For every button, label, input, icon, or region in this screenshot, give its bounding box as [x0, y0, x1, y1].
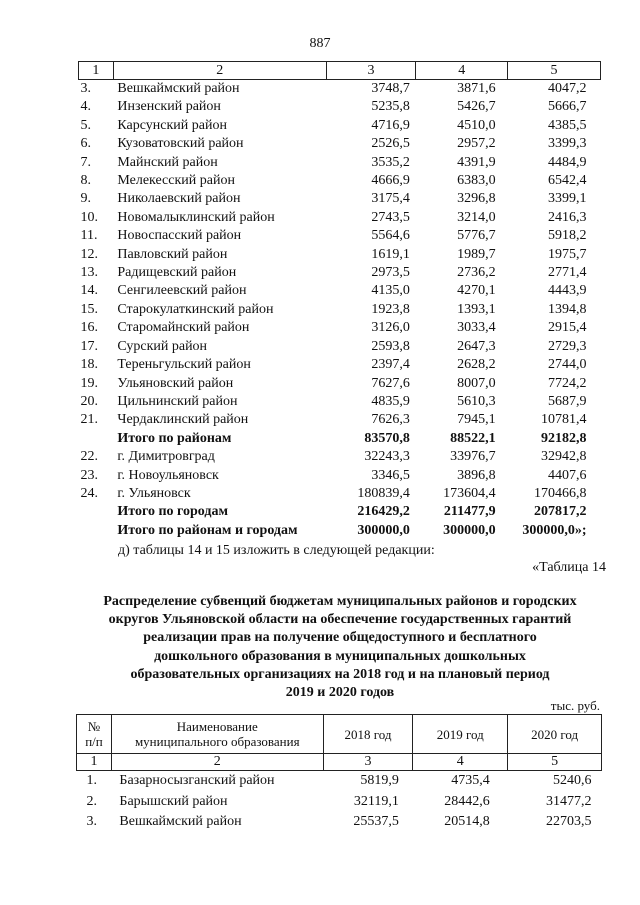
- table-row: [79, 467, 601, 485]
- table-row: [79, 319, 601, 337]
- row-number: 17.: [80, 338, 98, 354]
- col-num-2: 2: [111, 754, 323, 771]
- row-number: 13.: [80, 265, 98, 281]
- value-2019: 3871,6: [457, 81, 496, 96]
- table-row: [79, 154, 601, 172]
- value-2018: 1619,1: [371, 246, 410, 262]
- table-row: [79, 172, 601, 190]
- row-number: 3.: [80, 81, 91, 96]
- value-2019: 211477,9: [443, 504, 496, 520]
- value-2018: 2743,5: [371, 209, 410, 225]
- col-num-3: 3: [326, 62, 416, 80]
- value-2018: 2526,5: [371, 136, 410, 152]
- header-2019: 2019 год: [413, 715, 508, 754]
- table-row: [79, 282, 601, 300]
- value-2019: 5776,7: [457, 228, 496, 244]
- row-name: Цильнинский район: [117, 393, 238, 409]
- value-2018: 4666,9: [371, 173, 410, 189]
- col-num-2: 2: [113, 62, 326, 80]
- table-row: [77, 792, 602, 813]
- value-2018: 2593,8: [371, 338, 410, 354]
- table-label: «Таблица 14: [532, 560, 606, 575]
- value-2018: 32243,3: [364, 449, 410, 465]
- row-name: Чердаклинский район: [117, 412, 249, 428]
- value-2018: 1923,8: [371, 301, 410, 317]
- value-2019: 173604,4: [443, 485, 496, 501]
- row-name: Старомайнский район: [117, 320, 250, 336]
- row-name: Сенгилеевский район: [117, 283, 247, 299]
- row-name: Барышский район: [119, 793, 228, 809]
- row-name: Тереньгульский район: [117, 357, 251, 373]
- value-2018: 83570,8: [364, 430, 410, 446]
- row-number: 7.: [80, 154, 91, 170]
- value-2018: 3175,4: [371, 191, 410, 207]
- row-number: 3.: [86, 814, 97, 829]
- row-number: 21.: [80, 412, 98, 428]
- row-number: [79, 503, 114, 521]
- row-name: Базарносызганский район: [119, 773, 275, 788]
- value-2020: 6542,4: [548, 173, 587, 189]
- table-heading: [70, 593, 610, 702]
- col-num-5: 5: [508, 62, 601, 80]
- row-number: 15.: [80, 301, 98, 317]
- row-name: Мелекесский район: [117, 173, 235, 189]
- heading-line: 2019 и 2020 годов: [285, 685, 395, 701]
- value-2019: 88522,1: [450, 430, 496, 446]
- table-row: [79, 135, 601, 153]
- table-row: [79, 190, 601, 208]
- value-2018: 5564,6: [371, 228, 410, 244]
- table-row: [79, 227, 601, 245]
- row-name: Инзенский район: [117, 99, 221, 115]
- page-number: 887: [309, 36, 331, 51]
- row-name: Николаевский район: [117, 191, 241, 207]
- table-row: [79, 448, 601, 466]
- row-name: Ульяновский район: [117, 375, 234, 391]
- value-2020: 4443,9: [548, 283, 587, 299]
- table-row: [79, 117, 601, 135]
- subvention-table-14: [76, 714, 602, 833]
- row-name: г. Новоульяновск: [117, 467, 219, 483]
- column-number-row: [77, 754, 602, 771]
- column-number-row: [79, 62, 601, 80]
- row-name: Итого по городам: [117, 504, 229, 520]
- col-num-3: 3: [323, 754, 413, 771]
- table-row: [79, 264, 601, 282]
- header-name: Наименование муниципального образования: [111, 715, 323, 754]
- col-num-1: 1: [79, 62, 114, 80]
- value-2018: 3748,7: [371, 81, 410, 96]
- value-2020: 2416,3: [548, 209, 587, 225]
- value-2019: 28442,6: [444, 793, 490, 809]
- row-number: 18.: [80, 357, 98, 373]
- table-row: [79, 246, 601, 264]
- value-2019: 7945,1: [457, 412, 496, 428]
- value-2018: 3346,5: [371, 467, 410, 483]
- value-2019: 3896,8: [457, 467, 496, 483]
- heading-line: образовательных организациях на 2018 год и на плановый период: [130, 666, 550, 682]
- row-name: г. Димитровград: [117, 449, 215, 465]
- value-2018: 5819,9: [360, 773, 399, 788]
- header-number: № п/п: [77, 715, 112, 754]
- row-number: 1.: [86, 773, 97, 788]
- value-2019: 2628,2: [457, 357, 496, 373]
- heading-line: реализации прав на получение общедоступного и бесплатного: [143, 630, 537, 646]
- value-2018: 7626,3: [371, 412, 410, 428]
- table-row: [79, 485, 601, 503]
- value-2019: 3214,0: [457, 209, 496, 225]
- total-row: [79, 503, 601, 521]
- value-2020: 5666,7: [548, 99, 587, 115]
- value-2020: 5918,2: [548, 228, 587, 244]
- row-name: Новомалыклинский район: [117, 209, 275, 225]
- value-2018: 4716,9: [371, 117, 410, 133]
- row-name: Вешкаймский район: [117, 81, 240, 96]
- value-2019: 3033,4: [457, 320, 496, 336]
- value-2019: 33976,7: [450, 449, 496, 465]
- table-row: [77, 771, 602, 792]
- value-2019: 300000,0: [443, 522, 496, 538]
- row-number: 24.: [80, 485, 98, 501]
- row-number: 4.: [80, 99, 91, 115]
- total-row: [79, 430, 601, 448]
- value-2019: 4735,4: [451, 773, 490, 788]
- value-2019: 20514,8: [444, 814, 490, 829]
- value-2018: 180839,4: [357, 485, 410, 501]
- header-row: [77, 715, 602, 754]
- value-2020: 3399,1: [548, 191, 587, 207]
- row-number: 9.: [80, 191, 91, 207]
- row-number: [79, 430, 114, 448]
- table-row: [79, 393, 601, 411]
- value-2018: 3126,0: [371, 320, 410, 336]
- value-2018: 2973,5: [371, 265, 410, 281]
- header-2018: 2018 год: [323, 715, 413, 754]
- value-2018: 7627,6: [371, 375, 410, 391]
- value-2020: 2729,3: [548, 338, 587, 354]
- col-num-5: 5: [508, 754, 602, 771]
- value-2020: 2771,4: [548, 265, 587, 281]
- value-2020: 2915,4: [548, 320, 587, 336]
- value-2019: 1393,1: [457, 301, 496, 317]
- row-number: 12.: [80, 246, 98, 262]
- row-number: 16.: [80, 320, 98, 336]
- value-2020: 32942,8: [541, 449, 587, 465]
- header-2020: 2020 год: [508, 715, 602, 754]
- value-2020: 3399,3: [548, 136, 587, 152]
- value-2020: 207817,2: [534, 504, 587, 520]
- value-2018: 25537,5: [353, 814, 399, 829]
- value-2018: 2397,4: [371, 357, 410, 373]
- value-2020: 4047,2: [548, 81, 587, 96]
- row-name: Кузоватовский район: [117, 136, 244, 152]
- table-row: [79, 375, 601, 393]
- value-2020: 4385,5: [548, 117, 587, 133]
- value-2020: 10781,4: [541, 412, 587, 428]
- row-name: Итого по районам: [117, 430, 232, 446]
- value-2019: 2957,2: [457, 136, 496, 152]
- row-name: Сурский район: [117, 338, 208, 354]
- row-number: 5.: [80, 117, 91, 133]
- value-2020: 7724,2: [548, 375, 587, 391]
- value-2018: 216429,2: [357, 504, 410, 520]
- value-2019: 8007,0: [457, 375, 496, 391]
- table-row: [79, 301, 601, 319]
- row-name: Павловский район: [117, 246, 228, 262]
- row-name: Старокулаткинский район: [117, 301, 274, 317]
- heading-line: дошкольного образования в муниципальных дошкольных: [154, 648, 526, 664]
- row-number: 19.: [80, 375, 98, 391]
- value-2020: 4484,9: [548, 154, 587, 170]
- row-number: [79, 522, 114, 540]
- heading-line: Распределение субвенций бюджетам муниципальных районов и городских: [103, 594, 577, 609]
- row-name: Новоспасский район: [117, 228, 242, 244]
- value-2020: 2744,0: [548, 357, 587, 373]
- col-num-4: 4: [413, 754, 508, 771]
- row-number: 20.: [80, 393, 98, 409]
- value-2018: 300000,0: [357, 522, 410, 538]
- value-2018: 5235,8: [371, 99, 410, 115]
- value-2019: 3296,8: [457, 191, 496, 207]
- row-name: Майнский район: [117, 154, 218, 170]
- table-row: [79, 338, 601, 356]
- row-number: 2.: [86, 793, 97, 809]
- row-number: 11.: [80, 228, 98, 244]
- total-row: [79, 522, 601, 540]
- value-2018: 3535,2: [371, 154, 410, 170]
- row-name: Итого по районам и городам: [117, 522, 298, 538]
- unit-label: тыс. руб.: [550, 698, 600, 713]
- table-row: [79, 209, 601, 227]
- value-2019: 2736,2: [457, 265, 496, 281]
- value-2020: 31477,2: [546, 793, 592, 809]
- row-name: Карсунский район: [117, 117, 227, 133]
- value-2019: 2647,3: [457, 338, 496, 354]
- table-row: [79, 98, 601, 116]
- value-2020: 5687,9: [548, 393, 587, 409]
- row-number: 8.: [80, 173, 91, 189]
- table-row: [77, 812, 602, 833]
- value-2018: 4835,9: [371, 393, 410, 409]
- value-2020: 1394,8: [548, 301, 587, 317]
- value-2019: 6383,0: [457, 173, 496, 189]
- amendment-paragraph: д) таблицы 14 и 15 изложить в следующей редакции:: [118, 543, 435, 558]
- value-2020: 300000,0»;: [522, 522, 587, 538]
- value-2020: 1975,7: [548, 246, 587, 262]
- table-row: [79, 411, 601, 429]
- value-2020: 22703,5: [546, 814, 592, 829]
- value-2020: 5240,6: [553, 773, 592, 788]
- value-2019: 1989,7: [457, 246, 496, 262]
- heading-line: округов Ульяновской области на обеспечение государственных гарантий: [108, 612, 572, 628]
- value-2019: 4270,1: [457, 283, 496, 299]
- value-2020: 170466,8: [534, 485, 587, 501]
- value-2020: 4407,6: [548, 467, 587, 483]
- value-2019: 4510,0: [457, 117, 496, 133]
- value-2019: 5610,3: [457, 393, 496, 409]
- row-number: 14.: [80, 283, 98, 299]
- col-num-1: 1: [77, 754, 112, 771]
- row-number: 6.: [80, 136, 91, 152]
- value-2018: 4135,0: [371, 283, 410, 299]
- row-number: 22.: [80, 449, 98, 465]
- table-row: [79, 80, 601, 99]
- value-2019: 5426,7: [457, 99, 496, 115]
- row-name: г. Ульяновск: [117, 485, 191, 501]
- value-2019: 4391,9: [457, 154, 496, 170]
- value-2020: 92182,8: [541, 430, 587, 446]
- row-name: Радищевский район: [117, 265, 237, 281]
- col-num-4: 4: [416, 62, 508, 80]
- row-number: 23.: [80, 467, 98, 483]
- subvention-table-continued: [78, 61, 601, 540]
- row-number: 10.: [80, 209, 98, 225]
- value-2018: 32119,1: [353, 793, 399, 809]
- table-row: [79, 356, 601, 374]
- row-name: Вешкаймский район: [119, 814, 242, 829]
